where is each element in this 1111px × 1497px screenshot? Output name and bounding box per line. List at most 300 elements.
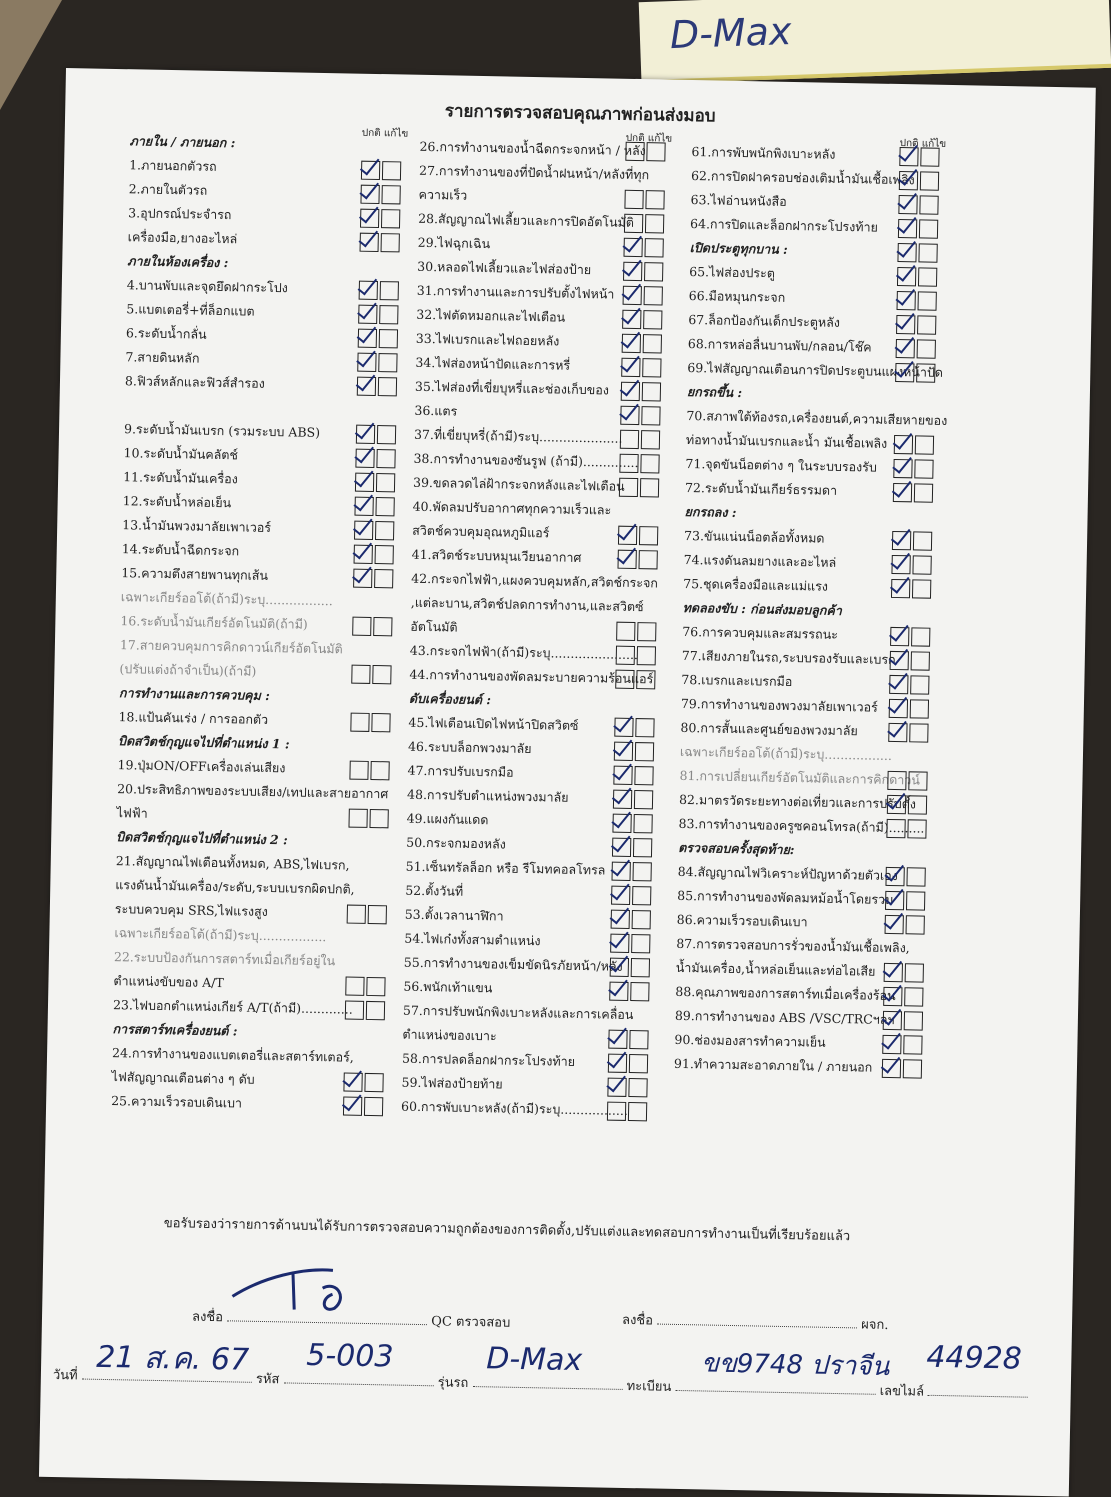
normal-checkbox[interactable]: [621, 382, 640, 401]
normal-checkbox[interactable]: [345, 977, 364, 996]
item-label: 30.หลอดไฟเลี้ยวและไฟส่องป้าย: [417, 258, 592, 278]
item-label: เฉพาะเกียร์ออโต้(ถ้ามี)ระบุ.................: [679, 743, 893, 763]
registration-label: ทะเบียน: [626, 1379, 672, 1395]
item-label: 35.ไฟส่องที่เขี่ยบุหรี่และช่องเก็บของ: [414, 378, 610, 398]
normal-checkbox[interactable]: [613, 766, 632, 785]
model-value: D-Max: [485, 1341, 583, 1379]
item-label: ไฟสัญญาณเตือนต่าง ๆ ดับ: [111, 1069, 255, 1087]
item-label: ตำแหน่งของเบาะ: [402, 1026, 497, 1044]
normal-checkbox[interactable]: [618, 526, 637, 545]
fix-checkbox[interactable]: [909, 723, 928, 742]
fix-checkbox[interactable]: [906, 891, 925, 910]
item-label: ,แต่ละบาน,สวิตช์ปลดการทำงาน,และสวิตซ์: [410, 594, 644, 615]
sign-label: ลงชื่อ: [621, 1312, 654, 1329]
fix-checkbox[interactable]: [629, 1054, 648, 1073]
fix-checkbox[interactable]: [632, 910, 651, 929]
normal-checkbox[interactable]: [899, 147, 918, 166]
item-label: 38.การทำงานของซันรูฟ (ถ้ามี)..............: [413, 450, 639, 471]
fix-checkbox[interactable]: [910, 699, 929, 718]
model-label: รุ่นรถ: [437, 1375, 469, 1391]
item-label: 57.การปรับพนักพิงเบาะหลังและการเคลื่อน: [402, 1002, 634, 1023]
normal-checkbox[interactable]: [360, 209, 379, 228]
fix-checkbox[interactable]: [643, 310, 662, 329]
normal-checkbox[interactable]: [888, 723, 907, 742]
fix-checkbox[interactable]: [375, 545, 394, 564]
item-label: ความเร็ว: [418, 186, 468, 203]
item-label: ตรวจสอบครั้งสุดท้าย:: [678, 839, 795, 858]
normal-checkbox[interactable]: [622, 310, 641, 329]
item-label: แรงดันน้ำมันเครื่อง/ระดับ,ระบบเบรกผิดปกติ,: [115, 877, 355, 897]
normal-checkbox[interactable]: [625, 142, 644, 161]
item-label: 89.การทำงานของ ABS /VSC/TRCฯลฯ: [674, 1007, 895, 1028]
normal-checkbox[interactable]: [885, 891, 904, 910]
fix-checkbox[interactable]: [381, 233, 400, 252]
code-label: รหัส: [255, 1371, 280, 1388]
normal-checkbox[interactable]: [354, 545, 373, 564]
fix-checkbox[interactable]: [641, 430, 660, 449]
item-label: ภายใน / ภายนอก :: [129, 133, 236, 151]
normal-checkbox[interactable]: [893, 483, 912, 502]
normal-checkbox[interactable]: [613, 790, 632, 809]
item-label: 17.สายควบคุมการคิกดาวน์เกียร์อัตโนมัติ: [119, 637, 343, 657]
item-label: 29.ไฟฉุกเฉิน: [417, 234, 491, 252]
fix-checkbox[interactable]: [904, 987, 923, 1006]
normal-checkbox[interactable]: [890, 651, 909, 670]
item-label: 47.การปรับเบรกมือ: [407, 762, 514, 780]
fix-checkbox[interactable]: [364, 1097, 383, 1116]
item-label: 80.การสั้นและศูนย์ของพวงมาลัย: [680, 719, 858, 739]
normal-checkbox[interactable]: [614, 742, 633, 761]
fix-checkbox[interactable]: [644, 262, 663, 281]
normal-checkbox[interactable]: [616, 646, 635, 665]
item-label: 50.กระจกมองหลัง: [406, 834, 506, 852]
fix-checkbox[interactable]: [378, 377, 397, 396]
certification-text: ขอรับรองว่ารายการด้านบนได้รับการตรวจสอบความถูกต้องของการติดตั้ง,ปรับแต่งและทดสอบการทำงานเป็นที่เรียบร้อยแล้ว: [163, 1216, 851, 1245]
fix-checkbox[interactable]: [381, 185, 400, 204]
normal-checkbox[interactable]: [612, 862, 631, 881]
item-label: 22.ระบบป้องกันการสตาร์ทเมื่อเกียร์อยู่ใน: [113, 949, 336, 969]
item-label: 20.ประสิทธิภาพของระบบเสียง/เทปและสายอากาศ: [117, 781, 389, 802]
item-label: 74.แรงดันลมยางและอะไหล่: [683, 551, 837, 570]
normal-checkbox[interactable]: [890, 627, 909, 646]
item-label: เฉพาะเกียร์ออโต้(ถ้ามี)ระบุ.................: [114, 925, 327, 945]
fix-checkbox[interactable]: [634, 790, 653, 809]
fix-checkbox[interactable]: [374, 569, 393, 588]
fix-checkbox[interactable]: [370, 761, 389, 780]
normal-checkbox[interactable]: [614, 718, 633, 737]
normal-checkbox[interactable]: [884, 963, 903, 982]
fix-checkbox[interactable]: [906, 915, 925, 934]
fix-checkbox[interactable]: [382, 161, 401, 180]
item-label: บิดสวิตช์กุญแจไปที่ตำแหน่ง 2 :: [116, 829, 288, 848]
item-label: การทำงานและการควบคุม :: [118, 685, 270, 704]
item-label: 40.พัดลมปรับอากาศทุกความเร็วและ: [412, 498, 612, 518]
column-header: ปกติ แก้ไข: [899, 138, 947, 150]
item-label: 69.ไฟสัญญาณเตือนการปิดประตูบนแผงหน้าปัด: [687, 359, 944, 380]
fix-checkbox[interactable]: [376, 449, 395, 468]
sticky-note-text: D-Max: [669, 8, 793, 58]
normal-checkbox[interactable]: [345, 1001, 364, 1020]
fix-checkbox[interactable]: [918, 267, 937, 286]
normal-checkbox[interactable]: [893, 459, 912, 478]
item-label: 5.แบตเตอรี่+ที่ล็อกแบต: [126, 301, 255, 319]
fix-checkbox[interactable]: [631, 958, 650, 977]
normal-checkbox[interactable]: [896, 315, 915, 334]
qc-signature: [222, 1256, 373, 1319]
item-label: 43.กระจกไฟฟ้า(ถ้ามี)ระบุ......................: [409, 642, 639, 663]
item-label: 72.ระดับน้ำมันเกียร์ธรรมดา: [684, 479, 838, 498]
fix-checkbox[interactable]: [915, 435, 934, 454]
fix-checkbox[interactable]: [908, 795, 927, 814]
normal-checkbox[interactable]: [624, 214, 643, 233]
fix-checkbox[interactable]: [639, 526, 658, 545]
envelope-corner: [0, 0, 62, 110]
item-label: 49.แผงกันแดด: [406, 810, 489, 828]
fix-checkbox[interactable]: [916, 363, 935, 382]
item-label: เฉพาะเกียร์ออโต้(ถ้ามี)ระบุ.................: [120, 589, 333, 609]
normal-checkbox[interactable]: [356, 425, 375, 444]
normal-checkbox[interactable]: [620, 430, 639, 449]
normal-checkbox[interactable]: [348, 809, 367, 828]
fix-checkbox[interactable]: [646, 142, 665, 161]
normal-checkbox[interactable]: [620, 406, 639, 425]
item-label: 33.ไฟเบรกและไฟถอยหลัง: [415, 330, 560, 349]
normal-checkbox[interactable]: [357, 377, 376, 396]
mileage-value: 44928: [926, 1339, 1023, 1377]
item-label: 54.ไฟเก๋งทั้งสามตำแหน่ง: [404, 930, 541, 949]
item-label: 75.ชุดเครื่องมือและแม่แรง: [683, 575, 829, 594]
registration-value: ขข9748 ปราจีน: [700, 1348, 890, 1383]
normal-checkbox[interactable]: [612, 838, 631, 857]
normal-checkbox[interactable]: [610, 934, 629, 953]
column-header: ปกติ แก้ไข: [361, 127, 409, 140]
fix-checkbox[interactable]: [628, 1102, 647, 1121]
normal-checkbox[interactable]: [355, 473, 374, 492]
fix-checkbox[interactable]: [366, 1001, 385, 1020]
item-label: 58.การปลดล็อกฝากระโปรงท้าย: [401, 1050, 576, 1069]
fix-checkbox[interactable]: [376, 473, 395, 492]
item-label: ตำแหน่งขับของ A/T: [113, 973, 224, 991]
item-label: 91.ทำความสะอาดภายใน / ภายนอก: [673, 1055, 873, 1075]
fix-checkbox[interactable]: [637, 646, 656, 665]
normal-checkbox[interactable]: [623, 286, 642, 305]
normal-checkbox[interactable]: [889, 699, 908, 718]
fix-checkbox[interactable]: [378, 353, 397, 372]
fix-checkbox[interactable]: [633, 838, 652, 857]
item-label: 18.แป้นคันเร่ง / การออกตัว: [118, 709, 269, 727]
normal-checkbox[interactable]: [619, 478, 638, 497]
normal-checkbox[interactable]: [611, 910, 630, 929]
normal-checkbox[interactable]: [894, 435, 913, 454]
normal-checkbox[interactable]: [897, 243, 916, 262]
normal-checkbox[interactable]: [350, 713, 369, 732]
fix-checkbox[interactable]: [918, 243, 937, 262]
item-checkboxes: [343, 1097, 385, 1122]
fix-checkbox[interactable]: [641, 406, 660, 425]
fix-checkbox[interactable]: [379, 329, 398, 348]
normal-checkbox[interactable]: [623, 262, 642, 281]
item-label: 12.ระดับน้ำหล่อเย็น: [122, 493, 232, 511]
fix-checkbox[interactable]: [635, 742, 654, 761]
fix-checkbox[interactable]: [629, 1030, 648, 1049]
column-header: ปกติ แก้ไข: [625, 132, 673, 145]
fix-checkbox[interactable]: [912, 555, 931, 574]
fix-checkbox[interactable]: [914, 459, 933, 478]
normal-checkbox[interactable]: [611, 886, 630, 905]
item-checkboxes: [882, 1059, 924, 1084]
fix-checkbox[interactable]: [642, 358, 661, 377]
normal-checkbox[interactable]: [887, 771, 906, 790]
item-label: 53.ตั้งเวลานาฬิกา: [404, 906, 504, 924]
item-label: ยกรถขึ้น :: [686, 383, 743, 401]
item-label: 31.การทำงานและการปรับตั้งไฟหน้า: [416, 282, 615, 302]
item-label: 21.สัญญาณไฟเตือนทั้งหมด, ABS,ไฟเบรก,: [115, 853, 350, 873]
item-label: 86.ความเร็วรอบเดินเบา: [676, 911, 808, 930]
fix-checkbox[interactable]: [645, 190, 664, 209]
item-label: การสตาร์ทเครื่องยนต์ :: [112, 1021, 238, 1039]
fix-checkbox[interactable]: [917, 315, 936, 334]
qc-label: QC ตรวจสอบ: [431, 1314, 511, 1331]
normal-checkbox[interactable]: [624, 190, 643, 209]
item-label: 68.การหล่อลื่นบานพับ/กลอน/โช๊ค: [687, 335, 872, 355]
fix-checkbox[interactable]: [906, 867, 925, 886]
normal-checkbox[interactable]: [360, 233, 379, 252]
normal-checkbox[interactable]: [882, 1059, 901, 1078]
item-label: 41.สวิตช์ระบบหมุนเวียนอากาศ: [411, 546, 582, 565]
item-label: 88.คุณภาพของการสตาร์ทเมื่อเครื่องร้อน: [675, 983, 896, 1004]
fix-checkbox[interactable]: [637, 622, 656, 641]
fix-checkbox[interactable]: [912, 579, 931, 598]
item-label: 1.ภายนอกตัวรถ: [129, 157, 217, 174]
fix-checkbox[interactable]: [907, 819, 926, 838]
item-label: 51.เซ็นทรัลล็อก หรือ รีโมทคอลโทรล: [405, 858, 606, 878]
normal-checkbox[interactable]: [349, 761, 368, 780]
fix-checkbox[interactable]: [640, 454, 659, 473]
fix-checkbox[interactable]: [904, 1011, 923, 1030]
normal-checkbox[interactable]: [357, 353, 376, 372]
fix-checkbox[interactable]: [642, 382, 661, 401]
normal-checkbox[interactable]: [608, 1054, 627, 1073]
fix-checkbox[interactable]: [903, 1059, 922, 1078]
item-label: 73.ขันแน่นน็อตล้อทั้งหมด: [683, 527, 825, 546]
normal-checkbox[interactable]: [897, 291, 916, 310]
normal-checkbox[interactable]: [899, 171, 918, 190]
form-title: รายการตรวจสอบคุณภาพก่อนส่งมอบ: [444, 101, 716, 127]
checklist-paper: [39, 68, 1096, 1497]
normal-checkbox[interactable]: [891, 579, 910, 598]
fix-checkbox[interactable]: [371, 713, 390, 732]
fix-checkbox[interactable]: [644, 286, 663, 305]
normal-checkbox[interactable]: [608, 1030, 627, 1049]
normal-checkbox[interactable]: [883, 1011, 902, 1030]
fix-checkbox[interactable]: [638, 550, 657, 569]
normal-checkbox[interactable]: [622, 334, 641, 353]
normal-checkbox[interactable]: [609, 982, 628, 1001]
item-label: 32.ไฟตัดหมอกและไฟเตือน: [416, 306, 566, 325]
fix-checkbox[interactable]: [632, 862, 651, 881]
normal-checkbox[interactable]: [354, 497, 373, 516]
normal-checkbox[interactable]: [886, 819, 905, 838]
normal-checkbox[interactable]: [882, 1035, 901, 1054]
fix-checkbox[interactable]: [379, 305, 398, 324]
normal-checkbox[interactable]: [612, 814, 631, 833]
normal-checkbox[interactable]: [615, 670, 634, 689]
item-label: เครื่องมือ,ยางอะไหล่: [127, 229, 238, 247]
fix-checkbox[interactable]: [910, 675, 929, 694]
fix-checkbox[interactable]: [920, 171, 939, 190]
fix-checkbox[interactable]: [914, 483, 933, 502]
item-label: 25.ความเร็วรอบเดินเบา: [111, 1093, 243, 1111]
item-label: 84.สัญญาณไฟวิเคราะห์ปัญหาด้วยตัวเอง: [677, 863, 899, 884]
manager-signature-line: [622, 1309, 889, 1335]
normal-checkbox[interactable]: [358, 329, 377, 348]
normal-checkbox[interactable]: [623, 238, 642, 257]
normal-checkbox[interactable]: [885, 915, 904, 934]
fix-checkbox[interactable]: [375, 521, 394, 540]
fix-checkbox[interactable]: [919, 195, 938, 214]
item-label: ระบบควบคุม SRS,ไฟแรงสูง: [114, 901, 268, 920]
fix-checkbox[interactable]: [911, 627, 930, 646]
normal-checkbox[interactable]: [889, 675, 908, 694]
item-label: 13.น้ำมันพวงมาลัยเพาเวอร์: [122, 517, 272, 536]
item-label: บิดสวิตช์กุญแจไปที่ตำแหน่ง 1 :: [117, 733, 290, 752]
fix-checkbox[interactable]: [920, 147, 939, 166]
item-label: 45.ไฟเตือนเปิดไฟหน้าปิดสวิตซ์: [408, 714, 579, 733]
normal-checkbox[interactable]: [343, 1073, 362, 1092]
fix-checkbox[interactable]: [634, 766, 653, 785]
normal-checkbox[interactable]: [359, 281, 378, 300]
normal-checkbox[interactable]: [617, 550, 636, 569]
item-label: ท่อทางน้ำมันเบรกและน้ำ มันเชื้อเพลิง: [685, 431, 888, 451]
fix-checkbox[interactable]: [903, 1035, 922, 1054]
item-label: 10.ระดับน้ำมันคลัตช์: [123, 445, 239, 463]
item-label: 34.ไฟส่องหน้าปัดและการหรี่: [415, 354, 571, 373]
fix-checkbox[interactable]: [373, 617, 392, 636]
normal-checkbox[interactable]: [895, 363, 914, 382]
normal-checkbox[interactable]: [360, 185, 379, 204]
fix-checkbox[interactable]: [632, 886, 651, 905]
normal-checkbox[interactable]: [354, 521, 373, 540]
column-2: [400, 132, 720, 1125]
item-label: 52.ตั้งวันที่: [405, 882, 464, 899]
normal-checkbox[interactable]: [621, 358, 640, 377]
fix-checkbox[interactable]: [628, 1078, 647, 1097]
item-label: ดับเครื่องยนต์ :: [408, 690, 492, 708]
normal-checkbox[interactable]: [355, 449, 374, 468]
fix-checkbox[interactable]: [366, 977, 385, 996]
fix-checkbox[interactable]: [368, 905, 387, 924]
item-label: 77.เสียงภายในรถ,ระบบรองรับและเบรก: [681, 647, 896, 668]
item-label: 27.การทำงานของที่ปัดน้ำฝนหน้า/หลังที่ทุก: [418, 162, 650, 183]
sticky-note: [639, 0, 1111, 84]
fix-checkbox[interactable]: [633, 814, 652, 833]
fix-checkbox[interactable]: [905, 963, 924, 982]
item-label: 16.ระดับน้ำมันเกียร์อัตโนมัติ(ถ้ามี): [120, 613, 308, 632]
normal-checkbox[interactable]: [891, 555, 910, 574]
fix-checkbox[interactable]: [631, 934, 650, 953]
date-label: วันที่: [52, 1367, 78, 1384]
fix-checkbox[interactable]: [913, 531, 932, 550]
normal-checkbox[interactable]: [361, 161, 380, 180]
normal-checkbox[interactable]: [898, 219, 917, 238]
normal-checkbox[interactable]: [352, 617, 371, 636]
item-label: 7.สายดินหลัก: [125, 349, 200, 366]
normal-checkbox[interactable]: [610, 958, 629, 977]
item-label: 60.การพับเบาะหลัง(ถ้ามี)ระบุ.................: [400, 1098, 629, 1118]
fix-checkbox[interactable]: [380, 281, 399, 300]
fix-checkbox[interactable]: [645, 214, 664, 233]
item-label: 66.มือหมุนกระจก: [688, 287, 786, 305]
item-label: 64.การปิดและล็อกฝากระโปรงท้าย: [689, 216, 879, 235]
normal-checkbox[interactable]: [896, 339, 915, 358]
normal-checkbox[interactable]: [607, 1078, 626, 1097]
normal-checkbox[interactable]: [892, 531, 911, 550]
checklist-item: [111, 1089, 411, 1119]
fix-checkbox[interactable]: [369, 809, 388, 828]
item-label: 28.สัญญาณไฟเลี้ยวและการปิดอัตโนมัติ: [418, 210, 635, 230]
fix-checkbox[interactable]: [635, 718, 654, 737]
fix-checkbox[interactable]: [630, 982, 649, 1001]
item-checkboxes: [607, 1102, 649, 1127]
item-label: 85.การทำงานของพัดลมหม้อน้ำโดยรวม: [677, 887, 894, 908]
item-label: 19.ปุ่มON/OFFเครื่องเล่นเสียง: [117, 757, 286, 776]
normal-checkbox[interactable]: [616, 622, 635, 641]
normal-checkbox[interactable]: [885, 867, 904, 886]
item-label: 79.การทำงานของพวงมาลัยเพาเวอร์: [680, 695, 878, 715]
item-label: 78.เบรกและเบรกมือ: [681, 671, 793, 690]
normal-checkbox[interactable]: [887, 795, 906, 814]
fix-checkbox[interactable]: [918, 291, 937, 310]
fix-checkbox[interactable]: [908, 771, 927, 790]
fix-checkbox[interactable]: [917, 339, 936, 358]
item-label: 8.ฟิวส์หลักและฟิวส์สำรอง: [124, 373, 265, 391]
normal-checkbox[interactable]: [353, 569, 372, 588]
item-label: 24.การทำงานของแบตเตอรี่และสตาร์ทเตอร์,: [111, 1045, 354, 1065]
fix-checkbox[interactable]: [636, 670, 655, 689]
item-label: 81.การเปลี่ยนเกียร์อัตโนมัติและการคิกดาวน์: [679, 767, 921, 788]
normal-checkbox[interactable]: [347, 905, 366, 924]
item-label: 9.ระดับน้ำมันเบรก (รวมระบบ ABS): [123, 421, 321, 440]
normal-checkbox[interactable]: [898, 195, 917, 214]
normal-checkbox[interactable]: [343, 1097, 362, 1116]
fix-checkbox[interactable]: [375, 497, 394, 516]
fix-checkbox[interactable]: [911, 651, 930, 670]
item-label: 90.ช่องมองสารทำความเย็น: [674, 1031, 826, 1050]
fix-checkbox[interactable]: [643, 334, 662, 353]
item-label: 26.การทำงานของน้ำฉีดกระจกหน้า / หลัง: [419, 138, 646, 159]
normal-checkbox[interactable]: [351, 665, 370, 684]
item-label: 6.ระดับน้ำกลั่น: [125, 325, 207, 342]
item-label: 63.ไฟอ่านหนังสือ: [690, 192, 787, 209]
fix-checkbox[interactable]: [640, 478, 659, 497]
fix-checkbox[interactable]: [381, 209, 400, 228]
fix-checkbox[interactable]: [364, 1073, 383, 1092]
normal-checkbox[interactable]: [897, 267, 916, 286]
fix-checkbox[interactable]: [377, 425, 396, 444]
item-label: 82.มาตรวัดระยะทางต่อเที่ยวและการปรับตั้ง: [678, 791, 917, 812]
fix-checkbox[interactable]: [644, 238, 663, 257]
normal-checkbox[interactable]: [883, 987, 902, 1006]
fix-checkbox[interactable]: [372, 665, 391, 684]
item-label: 46.ระบบล็อกพวงมาลัย: [407, 738, 532, 757]
item-label: ทดลองขับ : ก่อนส่งมอบลูกค้า: [682, 599, 842, 618]
item-label: 39.ขดลวดไล่ฝ้ากระจกหลังและไฟเตือน: [412, 474, 625, 494]
normal-checkbox[interactable]: [619, 454, 638, 473]
item-label: 76.การควบคุมและสมรรถนะ: [682, 623, 839, 642]
normal-checkbox[interactable]: [358, 305, 377, 324]
normal-checkbox[interactable]: [607, 1102, 626, 1121]
fix-checkbox[interactable]: [919, 219, 938, 238]
